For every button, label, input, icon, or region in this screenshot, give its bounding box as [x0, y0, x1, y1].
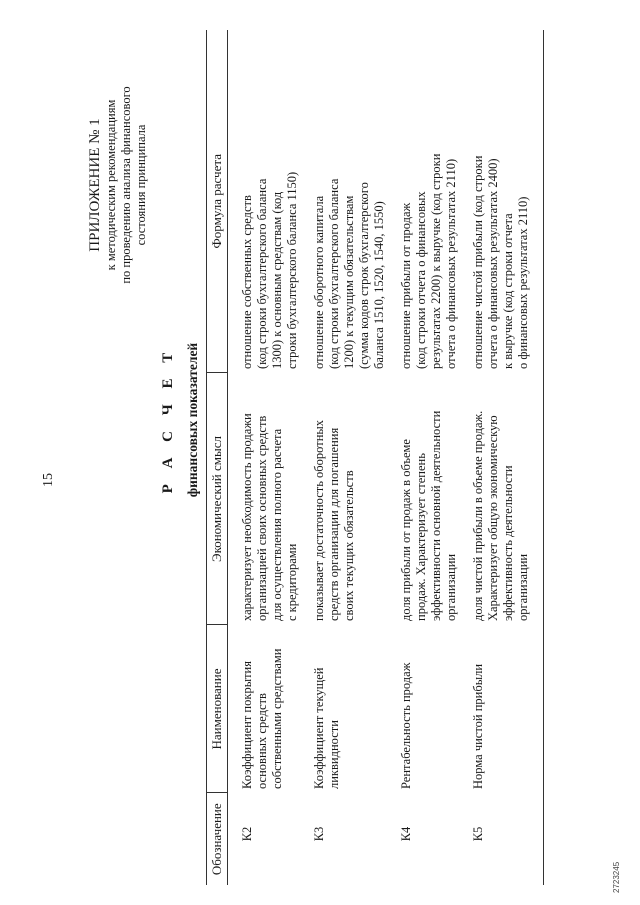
- cell-text-line: отчета о финансовых результатах 2110): [444, 158, 458, 369]
- document-id: 2723245: [612, 861, 621, 893]
- cell-text-line: отношение собственных средств: [240, 195, 254, 369]
- cell-meaning: [471, 373, 544, 625]
- appendix-title: ПРИЛОЖЕНИЕ № 1: [87, 118, 103, 252]
- cell-text-line: (сумма кодов строк бухгалтерского: [357, 182, 371, 369]
- cell-text-line: характеризует необходимость продажи: [240, 413, 254, 621]
- cell-text-line: показывает достаточность оборотных: [312, 419, 326, 621]
- appendix-line: к методическим рекомендациям: [104, 99, 118, 271]
- column-header-code: Обозначение: [207, 793, 228, 885]
- cell-formula: [399, 30, 471, 373]
- document-title: Р А С Ч Е Т: [160, 346, 176, 494]
- cell-text-line: (код строки отчета о финансовых: [414, 191, 428, 369]
- cell-text-line: с кредиторами: [285, 543, 299, 621]
- table-row: [312, 30, 399, 885]
- cell-text-line: баланса 1510, 1520, 1540, 1550): [372, 201, 386, 369]
- cell-name: [312, 625, 399, 793]
- cell-code: К4: [399, 826, 413, 842]
- cell-text-line: эффективность деятельности: [501, 465, 515, 621]
- cell-name: [471, 625, 544, 793]
- document-subtitle: финансовых показателей: [185, 342, 200, 498]
- cell-meaning: [312, 373, 399, 625]
- cell-text-line: Характеризует общую экономическую: [486, 415, 500, 621]
- cell-text-line: Рентабельность продаж: [399, 662, 413, 789]
- table-row: [399, 30, 471, 885]
- page-number: 15: [41, 473, 56, 487]
- appendix-block: [88, 65, 149, 305]
- cell-text-line: 1200) к текущим обязательствам: [342, 195, 356, 369]
- cell-text-line: основных средств: [255, 693, 269, 789]
- cell-text-line: отношение чистой прибыли (код строки: [471, 155, 485, 369]
- cell-text-line: Норма чистой прибыли: [471, 663, 485, 789]
- cell-text-line: организацией своих основных средств: [255, 415, 269, 621]
- cell-name: [399, 625, 471, 793]
- cell-text-line: Коэффициент текущей: [312, 667, 326, 789]
- cell-code: К5: [471, 793, 544, 885]
- indicators-table: [206, 30, 544, 885]
- cell-text-line: доля прибыли от продаж в объеме: [399, 439, 413, 621]
- cell-code: К2: [240, 826, 254, 842]
- column-header-name: Наименование: [207, 625, 228, 793]
- cell-text-line: организации: [516, 553, 530, 621]
- cell-formula: [228, 30, 313, 373]
- cell-name: [228, 625, 313, 793]
- cell-text-line: результатах 2200) к выручке (код строки: [429, 153, 443, 369]
- cell-text-line: (код строки бухгалтерского баланса: [255, 178, 269, 369]
- cell-text-line: эффективности основной деятельности: [429, 410, 443, 621]
- column-header-meaning: Экономический смысл: [207, 373, 228, 625]
- cell-text-line: своих текущих обязательств: [342, 470, 356, 621]
- cell-text-line: ликвидности: [327, 720, 341, 789]
- cell-text-line: организации: [444, 553, 458, 621]
- cell-text-line: о финансовых результатах 2110): [516, 196, 530, 369]
- cell-text-line: средств организации для погашения: [327, 427, 341, 621]
- cell-text-line: (код строки бухгалтерского баланса: [327, 178, 341, 369]
- cell-text-line: строки бухгалтерского баланса 1150): [285, 171, 299, 369]
- table-row: [471, 30, 544, 885]
- cell-text-line: для осуществления полного расчета: [270, 428, 284, 621]
- cell-text-line: продаж. Характеризует степень: [414, 453, 428, 621]
- cell-text-line: собственными средствами: [270, 648, 284, 789]
- appendix-line: состояния принципала: [134, 124, 148, 246]
- cell-meaning: [399, 373, 471, 625]
- cell-text-line: отчета о финансовых результатах 2400): [486, 158, 500, 369]
- appendix-subtitle: [104, 65, 149, 305]
- table-header-row: [207, 30, 228, 885]
- appendix-line: по проведению анализа финансового: [119, 86, 133, 284]
- cell-text-line: к выручке (код строки отчета: [501, 213, 515, 369]
- cell-formula: [471, 30, 544, 373]
- cell-code: К3: [312, 826, 326, 842]
- cell-formula: [312, 30, 399, 373]
- cell-text-line: 1300) к основным средствам (код: [270, 191, 284, 369]
- cell-text-line: доля чистой прибыли в объеме продаж.: [471, 410, 485, 621]
- document-heading: [160, 175, 201, 665]
- cell-meaning: [228, 373, 313, 625]
- table-row: [228, 30, 313, 885]
- cell-text-line: отношение прибыли от продаж: [399, 202, 413, 369]
- column-header-formula: Формула расчета: [207, 30, 228, 373]
- cell-text-line: Коэффициент покрытия: [240, 661, 254, 789]
- cell-text-line: отношение оборотного капитала: [312, 195, 326, 369]
